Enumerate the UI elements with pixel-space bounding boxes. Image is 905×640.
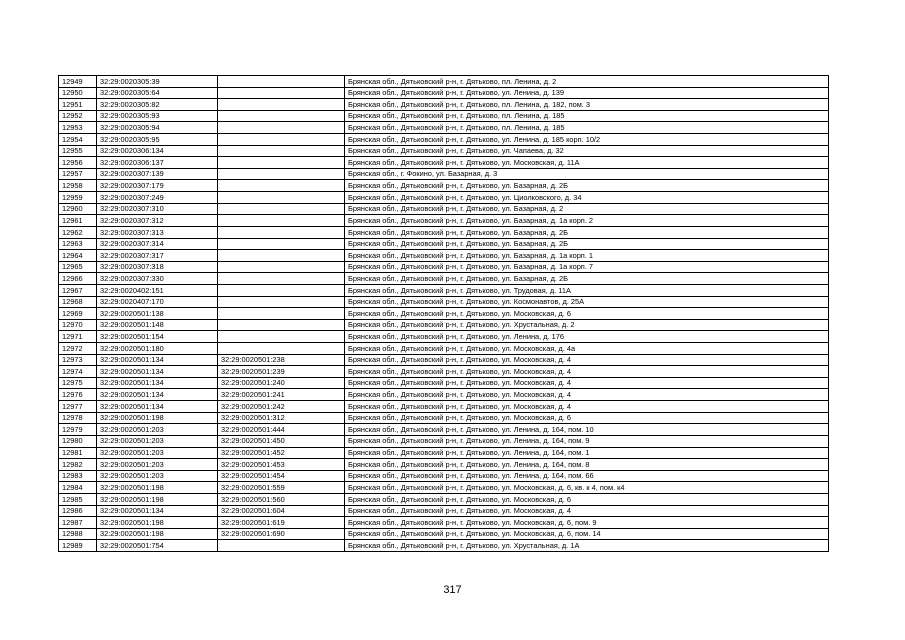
parent-cadastral-number-cell bbox=[218, 157, 345, 169]
parent-cadastral-number-cell: 32:29:0020501:312 bbox=[218, 412, 345, 424]
cadastral-number-cell: 32:29:0020501:198 bbox=[97, 493, 218, 505]
table-row bbox=[59, 517, 829, 529]
cadastral-number-cell: 32:29:0020307:310 bbox=[97, 203, 218, 215]
table-row bbox=[59, 319, 829, 331]
address-cell: Брянская обл., Дятьковский р-н, г. Дятьково, ул. Базарная, д. 2Б bbox=[345, 226, 829, 238]
address-cell: Брянская обл., Дятьковский р-н, г. Дятьково, ул. Трудовая, д. 11А bbox=[345, 284, 829, 296]
table-row bbox=[59, 99, 829, 111]
cadastral-number-cell: 32:29:0020307:314 bbox=[97, 238, 218, 250]
cadastral-number-cell: 32:29:0020501:203 bbox=[97, 459, 218, 471]
table-row bbox=[59, 157, 829, 169]
parent-cadastral-number-cell: 32:29:0020501:453 bbox=[218, 459, 345, 471]
cadastral-number-cell: 32:29:0020307:249 bbox=[97, 192, 218, 204]
row-number-cell: 12982 bbox=[59, 459, 97, 471]
table-row bbox=[59, 226, 829, 238]
cadastral-number-cell: 32:29:0020501:180 bbox=[97, 343, 218, 355]
address-cell: Брянская обл., Дятьковский р-н, г. Дятьково, ул. Хрустальная, д. 2 bbox=[345, 319, 829, 331]
table-row bbox=[59, 459, 829, 471]
table-row bbox=[59, 192, 829, 204]
address-cell: Брянская обл., Дятьковский р-н, г. Дятьково, ул. Базарная, д. 1а корп. 2 bbox=[345, 215, 829, 227]
row-number-cell: 12968 bbox=[59, 296, 97, 308]
row-number-cell: 12961 bbox=[59, 215, 97, 227]
parent-cadastral-number-cell bbox=[218, 192, 345, 204]
table-row bbox=[59, 180, 829, 192]
parent-cadastral-number-cell: 32:29:0020501:559 bbox=[218, 482, 345, 494]
row-number-cell: 12970 bbox=[59, 319, 97, 331]
table-row bbox=[59, 134, 829, 146]
address-cell: Брянская обл., Дятьковский р-н, г. Дятьково, ул. Московская, д. 11А bbox=[345, 157, 829, 169]
parent-cadastral-number-cell bbox=[218, 284, 345, 296]
row-number-cell: 12964 bbox=[59, 250, 97, 262]
parent-cadastral-number-cell: 32:29:0020501:239 bbox=[218, 366, 345, 378]
cadastral-number-cell: 32:29:0020501:134 bbox=[97, 366, 218, 378]
address-cell: Брянская обл., Дятьковский р-н, г. Дятьково, ул. Базарная, д. 2Б bbox=[345, 180, 829, 192]
parent-cadastral-number-cell: 32:29:0020501:690 bbox=[218, 528, 345, 540]
row-number-cell: 12979 bbox=[59, 424, 97, 436]
parent-cadastral-number-cell bbox=[218, 87, 345, 99]
parent-cadastral-number-cell bbox=[218, 250, 345, 262]
row-number-cell: 12963 bbox=[59, 238, 97, 250]
cadastral-number-cell: 32:29:0020501:134 bbox=[97, 354, 218, 366]
cadastral-number-cell: 32:29:0020501:198 bbox=[97, 528, 218, 540]
table-row bbox=[59, 505, 829, 517]
parent-cadastral-number-cell bbox=[218, 215, 345, 227]
row-number-cell: 12952 bbox=[59, 110, 97, 122]
parent-cadastral-number-cell: 32:29:0020501:619 bbox=[218, 517, 345, 529]
row-number-cell: 12989 bbox=[59, 540, 97, 552]
table-row bbox=[59, 87, 829, 99]
cadastral-number-cell: 32:29:0020501:134 bbox=[97, 389, 218, 401]
row-number-cell: 12976 bbox=[59, 389, 97, 401]
address-cell: Брянская обл., Дятьковский р-н, г. Дятьково, ул. Московская, д. 4 bbox=[345, 354, 829, 366]
cadastral-number-cell: 32:29:0020307:318 bbox=[97, 261, 218, 273]
table-row bbox=[59, 273, 829, 285]
row-number-cell: 12956 bbox=[59, 157, 97, 169]
address-cell: Брянская обл., Дятьковский р-н, г. Дятьково, пл. Ленина, д. 185 bbox=[345, 110, 829, 122]
row-number-cell: 12987 bbox=[59, 517, 97, 529]
cadastral-number-cell: 32:29:0020305:94 bbox=[97, 122, 218, 134]
address-cell: Брянская обл., Дятьковский р-н, г. Дятьково, ул. Чапаева, д. 32 bbox=[345, 145, 829, 157]
parent-cadastral-number-cell bbox=[218, 261, 345, 273]
cadastral-number-cell: 32:29:0020501:198 bbox=[97, 482, 218, 494]
row-number-cell: 12958 bbox=[59, 180, 97, 192]
row-number-cell: 12962 bbox=[59, 226, 97, 238]
row-number-cell: 12965 bbox=[59, 261, 97, 273]
cadastral-number-cell: 32:29:0020306:137 bbox=[97, 157, 218, 169]
parent-cadastral-number-cell bbox=[218, 308, 345, 320]
row-number-cell: 12954 bbox=[59, 134, 97, 146]
parent-cadastral-number-cell bbox=[218, 331, 345, 343]
address-cell: Брянская обл., Дятьковский р-н, г. Дятьково, ул. Базарная, д. 1а корп. 1 bbox=[345, 250, 829, 262]
cadastral-number-cell: 32:29:0020501:203 bbox=[97, 435, 218, 447]
cadastral-number-cell: 32:29:0020501:203 bbox=[97, 424, 218, 436]
row-number-cell: 12973 bbox=[59, 354, 97, 366]
parent-cadastral-number-cell bbox=[218, 99, 345, 111]
address-cell: Брянская обл., Дятьковский р-н, г. Дятьково, ул. Хрустальная, д. 1А bbox=[345, 540, 829, 552]
table-row bbox=[59, 308, 829, 320]
address-cell: Брянская обл., Дятьковский р-н, г. Дятьково, ул. Московская, д. 4 bbox=[345, 366, 829, 378]
table-row bbox=[59, 238, 829, 250]
parent-cadastral-number-cell bbox=[218, 540, 345, 552]
address-cell: Брянская обл., Дятьковский р-н, г. Дятьково, ул. Московская, д. 6 bbox=[345, 308, 829, 320]
parent-cadastral-number-cell: 32:29:0020501:241 bbox=[218, 389, 345, 401]
cadastral-number-cell: 32:29:0020501:154 bbox=[97, 331, 218, 343]
address-cell: Брянская обл., Дятьковский р-н, г. Дятьково, ул. Московская, д. 6, пом. 9 bbox=[345, 517, 829, 529]
row-number-cell: 12955 bbox=[59, 145, 97, 157]
parent-cadastral-number-cell bbox=[218, 110, 345, 122]
table-row bbox=[59, 296, 829, 308]
cadastral-number-cell: 32:29:0020305:82 bbox=[97, 99, 218, 111]
cadastral-number-cell: 32:29:0020305:95 bbox=[97, 134, 218, 146]
address-cell: Брянская обл., Дятьковский р-н, г. Дятьково, ул. Московская, д. 4 bbox=[345, 377, 829, 389]
row-number-cell: 12953 bbox=[59, 122, 97, 134]
table-row bbox=[59, 250, 829, 262]
address-cell: Брянская обл., Дятьковский р-н, г. Дятьково, ул. Московская, д. 6, пом. 14 bbox=[345, 528, 829, 540]
parent-cadastral-number-cell: 32:29:0020501:604 bbox=[218, 505, 345, 517]
address-cell: Брянская обл., Дятьковский р-н, г. Дятьково, ул. Московская, д. 4 bbox=[345, 401, 829, 413]
cadastral-number-cell: 32:29:0020402:151 bbox=[97, 284, 218, 296]
table-row bbox=[59, 412, 829, 424]
table-row bbox=[59, 389, 829, 401]
cadastral-number-cell: 32:29:0020501:148 bbox=[97, 319, 218, 331]
address-cell: Брянская обл., г. Фокино, ул. Базарная, д. 3 bbox=[345, 168, 829, 180]
cadastral-number-cell: 32:29:0020305:64 bbox=[97, 87, 218, 99]
address-cell: Брянская обл., Дятьковский р-н, г. Дятьково, ул. Ленина, д. 164, пом. 10 bbox=[345, 424, 829, 436]
row-number-cell: 12966 bbox=[59, 273, 97, 285]
table-row bbox=[59, 493, 829, 505]
page-number: 317 bbox=[443, 584, 462, 596]
cadastral-number-cell: 32:29:0020307:313 bbox=[97, 226, 218, 238]
cadastral-number-cell: 32:29:0020501:203 bbox=[97, 447, 218, 459]
row-number-cell: 12972 bbox=[59, 343, 97, 355]
table-row bbox=[59, 261, 829, 273]
cadastral-number-cell: 32:29:0020501:138 bbox=[97, 308, 218, 320]
address-cell: Брянская обл., Дятьковский р-н, г. Дятьково, ул. Циолковского, д. 34 bbox=[345, 192, 829, 204]
table-row bbox=[59, 284, 829, 296]
table-row bbox=[59, 76, 829, 88]
cadastral-number-cell: 32:29:0020501:198 bbox=[97, 412, 218, 424]
address-cell: Брянская обл., Дятьковский р-н, г. Дятьково, ул. Базарная, д. 1а корп. 7 bbox=[345, 261, 829, 273]
table-row bbox=[59, 366, 829, 378]
address-cell: Брянская обл., Дятьковский р-н, г. Дятьково, ул. Московская, д. 6, кв. к 4, пом. к4 bbox=[345, 482, 829, 494]
address-cell: Брянская обл., Дятьковский р-н, г. Дятьково, ул. Базарная, д. 2 bbox=[345, 203, 829, 215]
cadastral-number-cell: 32:29:0020501:754 bbox=[97, 540, 218, 552]
parent-cadastral-number-cell bbox=[218, 319, 345, 331]
parent-cadastral-number-cell: 32:29:0020501:452 bbox=[218, 447, 345, 459]
cadastral-number-cell: 32:29:0020501:134 bbox=[97, 377, 218, 389]
address-cell: Брянская обл., Дятьковский р-н, г. Дятьково, пл. Ленина, д. 185 bbox=[345, 122, 829, 134]
table-row bbox=[59, 331, 829, 343]
cadastral-number-cell: 32:29:0020305:39 bbox=[97, 76, 218, 88]
row-number-cell: 12986 bbox=[59, 505, 97, 517]
row-number-cell: 12977 bbox=[59, 401, 97, 413]
cadastral-number-cell: 32:29:0020306:134 bbox=[97, 145, 218, 157]
row-number-cell: 12983 bbox=[59, 470, 97, 482]
row-number-cell: 12951 bbox=[59, 99, 97, 111]
address-cell: Брянская обл., Дятьковский р-н, г. Дятьково, ул. Ленина, д. 164, пом. 66 bbox=[345, 470, 829, 482]
parent-cadastral-number-cell: 32:29:0020501:238 bbox=[218, 354, 345, 366]
row-number-cell: 12971 bbox=[59, 331, 97, 343]
parent-cadastral-number-cell: 32:29:0020501:240 bbox=[218, 377, 345, 389]
table-row bbox=[59, 482, 829, 494]
table-row bbox=[59, 343, 829, 355]
address-cell: Брянская обл., Дятьковский р-н, г. Дятьково, ул. Ленина, д. 139 bbox=[345, 87, 829, 99]
parent-cadastral-number-cell bbox=[218, 145, 345, 157]
table-row bbox=[59, 203, 829, 215]
address-cell: Брянская обл., Дятьковский р-н, г. Дятьково, ул. Московская, д. 4 bbox=[345, 505, 829, 517]
parent-cadastral-number-cell bbox=[218, 203, 345, 215]
table-row bbox=[59, 447, 829, 459]
row-number-cell: 12975 bbox=[59, 377, 97, 389]
table-row bbox=[59, 145, 829, 157]
parent-cadastral-number-cell: 32:29:0020501:454 bbox=[218, 470, 345, 482]
table-row bbox=[59, 435, 829, 447]
address-cell: Брянская обл., Дятьковский р-н, г. Дятьково, ул. Московская, д. 6 bbox=[345, 412, 829, 424]
table-row bbox=[59, 110, 829, 122]
row-number-cell: 12957 bbox=[59, 168, 97, 180]
cadastral-number-cell: 32:29:0020307:179 bbox=[97, 180, 218, 192]
address-cell: Брянская обл., Дятьковский р-н, г. Дятьково, ул. Московская, д. 4а bbox=[345, 343, 829, 355]
address-cell: Брянская обл., Дятьковский р-н, г. Дятьково, ул. Базарная, д. 2Б bbox=[345, 238, 829, 250]
address-cell: Брянская обл., Дятьковский р-н, г. Дятьково, ул. Московская, д. 4 bbox=[345, 389, 829, 401]
table-row bbox=[59, 354, 829, 366]
cadastral-number-cell: 32:29:0020407:170 bbox=[97, 296, 218, 308]
row-number-cell: 12950 bbox=[59, 87, 97, 99]
parent-cadastral-number-cell: 32:29:0020501:560 bbox=[218, 493, 345, 505]
address-cell: Брянская обл., Дятьковский р-н, г. Дятьково, пл. Ленина, д. 182, пом. 3 bbox=[345, 99, 829, 111]
parent-cadastral-number-cell: 32:29:0020501:450 bbox=[218, 435, 345, 447]
cadastral-number-cell: 32:29:0020501:198 bbox=[97, 517, 218, 529]
address-cell: Брянская обл., Дятьковский р-н, г. Дятьково, ул. Московская, д. 6 bbox=[345, 493, 829, 505]
address-cell: Брянская обл., Дятьковский р-н, г. Дятьково, ул. Космонавтов, д. 25А bbox=[345, 296, 829, 308]
table-row bbox=[59, 168, 829, 180]
row-number-cell: 12949 bbox=[59, 76, 97, 88]
table-row bbox=[59, 377, 829, 389]
address-cell: Брянская обл., Дятьковский р-н, г. Дятьково, ул. Ленина, д. 164, пом. 1 bbox=[345, 447, 829, 459]
table-row bbox=[59, 401, 829, 413]
row-number-cell: 12959 bbox=[59, 192, 97, 204]
cadastral-number-cell: 32:29:0020307:312 bbox=[97, 215, 218, 227]
table-row bbox=[59, 540, 829, 552]
table-row bbox=[59, 424, 829, 436]
cadastral-number-cell: 32:29:0020501:203 bbox=[97, 470, 218, 482]
parent-cadastral-number-cell bbox=[218, 296, 345, 308]
row-number-cell: 12985 bbox=[59, 493, 97, 505]
address-cell: Брянская обл., Дятьковский р-н, г. Дятьково, ул. Ленина, д. 164, пом. 8 bbox=[345, 459, 829, 471]
parent-cadastral-number-cell: 32:29:0020501:444 bbox=[218, 424, 345, 436]
parent-cadastral-number-cell bbox=[218, 122, 345, 134]
address-cell: Брянская обл., Дятьковский р-н, г. Дятьково, ул. Ленина, д. 176 bbox=[345, 331, 829, 343]
parent-cadastral-number-cell bbox=[218, 134, 345, 146]
address-cell: Брянская обл., Дятьковский р-н, г. Дятьково, пл. Ленина, д. 2 bbox=[345, 76, 829, 88]
address-cell: Брянская обл., Дятьковский р-н, г. Дятьково, ул. Базарная, д. 2Б bbox=[345, 273, 829, 285]
row-number-cell: 12980 bbox=[59, 435, 97, 447]
cadastral-number-cell: 32:29:0020307:330 bbox=[97, 273, 218, 285]
row-number-cell: 12960 bbox=[59, 203, 97, 215]
table-row bbox=[59, 528, 829, 540]
parent-cadastral-number-cell bbox=[218, 238, 345, 250]
row-number-cell: 12988 bbox=[59, 528, 97, 540]
table-row bbox=[59, 122, 829, 134]
row-number-cell: 12984 bbox=[59, 482, 97, 494]
table-row bbox=[59, 215, 829, 227]
cadastral-number-cell: 32:29:0020305:93 bbox=[97, 110, 218, 122]
cadastral-number-cell: 32:29:0020307:139 bbox=[97, 168, 218, 180]
cadastral-number-cell: 32:29:0020501:134 bbox=[97, 401, 218, 413]
registry-table-body bbox=[59, 76, 829, 552]
row-number-cell: 12967 bbox=[59, 284, 97, 296]
cadastral-number-cell: 32:29:0020501:134 bbox=[97, 505, 218, 517]
parent-cadastral-number-cell bbox=[218, 343, 345, 355]
row-number-cell: 12974 bbox=[59, 366, 97, 378]
address-cell: Брянская обл., Дятьковский р-н, г. Дятьково, ул. Ленина, д. 164, пом. 9 bbox=[345, 435, 829, 447]
parent-cadastral-number-cell bbox=[218, 226, 345, 238]
row-number-cell: 12978 bbox=[59, 412, 97, 424]
table-row bbox=[59, 470, 829, 482]
parent-cadastral-number-cell bbox=[218, 168, 345, 180]
parent-cadastral-number-cell bbox=[218, 180, 345, 192]
parent-cadastral-number-cell bbox=[218, 76, 345, 88]
row-number-cell: 12981 bbox=[59, 447, 97, 459]
parent-cadastral-number-cell bbox=[218, 273, 345, 285]
registry-table bbox=[58, 75, 829, 552]
parent-cadastral-number-cell: 32:29:0020501:242 bbox=[218, 401, 345, 413]
address-cell: Брянская обл., Дятьковский р-н, г. Дятьково, ул. Ленина, д. 185 корп. 10/2 bbox=[345, 134, 829, 146]
row-number-cell: 12969 bbox=[59, 308, 97, 320]
cadastral-number-cell: 32:29:0020307:317 bbox=[97, 250, 218, 262]
